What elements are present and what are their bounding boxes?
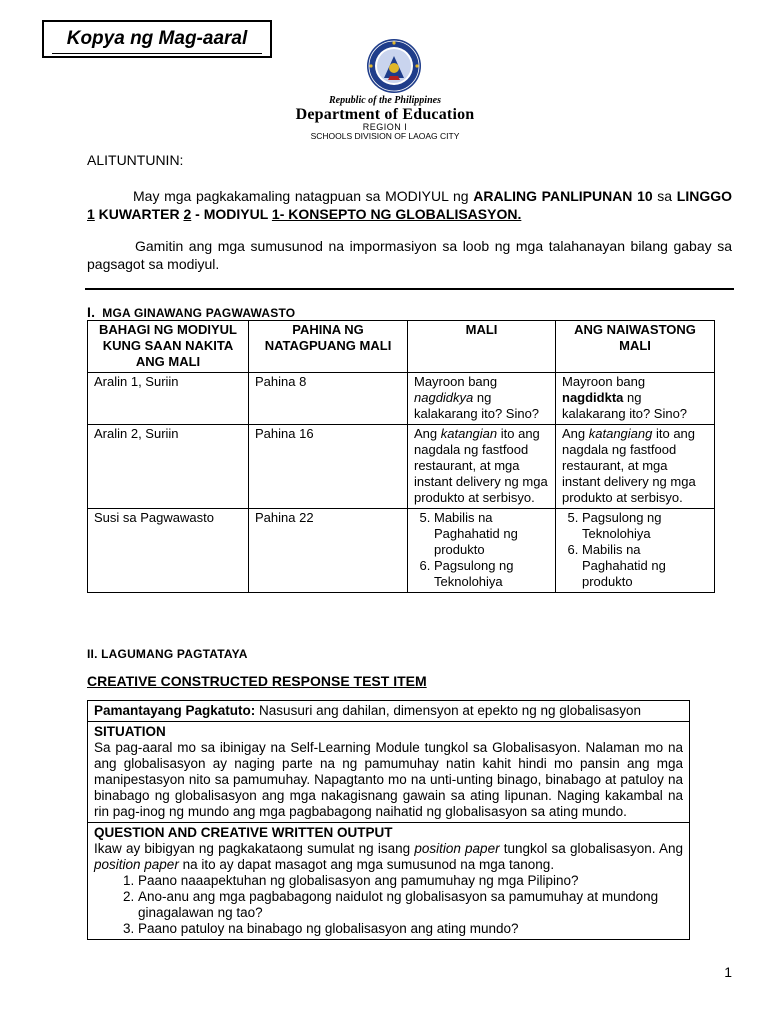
instruction-text: Gamitin ang mga sumusunod na impormasiyon sa loob ng mga talahanayan bilang gabay sa pagsagot sa modiyul. — [87, 238, 732, 272]
list-item: 6. Pagsulong ng Teknolohiya — [434, 558, 549, 590]
page-number: 1 — [724, 964, 732, 980]
section-1-roman: I. — [87, 304, 96, 320]
list-item: 1. Paano naaapektuhan ng globalisasyon ang pamumuhay ng mga Pilipino? — [138, 873, 683, 889]
response-box — [87, 700, 690, 940]
department-title: Department of Education — [295, 106, 475, 123]
question-title: QUESTION AND CREATIVE WRITTEN OUTPUT — [94, 825, 393, 840]
mali-list — [414, 510, 549, 590]
wasto-list — [562, 510, 708, 590]
horizontal-rule — [85, 288, 734, 290]
cell-pahina: Pahina 16 — [249, 425, 408, 509]
error-word: katangian — [440, 426, 498, 441]
republic-line: Republic of the Philippines — [329, 95, 441, 106]
ccr-title: CREATIVE CONSTRUCTED RESPONSE TEST ITEM — [87, 673, 427, 689]
situation-title: SITUATION — [94, 724, 166, 739]
region-line: REGION I — [362, 122, 408, 132]
stamp-underline — [52, 53, 262, 54]
student-copy-stamp — [42, 20, 272, 58]
question-intro: Ikaw ay bibigyan ng pagkakataong sumulat ng isang position paper tungkol sa globalisasyon. Ang position paper na ito ay dapat masagot ang mga sumusunod na mga tanong. — [94, 841, 684, 872]
list-item: 3. Paano patuloy na binabago ng globalisasyon ang ating mundo? — [138, 921, 683, 937]
cell-mali: Ang katangian ito ang nagdala ng fastfood restaurant, at mga instant delivery ng mga produkto at serbisyo. — [408, 425, 556, 509]
corrected-word: nagdidkta — [562, 390, 624, 405]
error-word: nagdidkya — [414, 390, 474, 405]
pamantayan-text: Nasusuri ang dahilan, dimensyon at epekto ng ng globalisasyon — [255, 703, 642, 718]
pamantayan-row — [88, 701, 689, 721]
section-1-heading — [87, 304, 295, 320]
cell-pahina: Pahina 8 — [249, 373, 408, 425]
deped-seal-icon — [366, 38, 422, 94]
cell-mali: Mayroon bang nagdidkya ng kalakarang ito? Sino? — [408, 373, 556, 425]
header-bahagi: BAHAGI NG MODIYUL KUNG SAAN NAKITA ANG MALI — [88, 321, 249, 373]
cell-mali — [408, 509, 556, 593]
list-item: 5. Mabilis na Paghahatid ng produkto — [434, 510, 549, 558]
cell-wasto: Mayroon bang nagdidkta ng kalakarang ito? Sino? — [556, 373, 715, 425]
stamp-text: Kopya ng Mag-aaral — [66, 28, 248, 49]
subject-name: ARALING PANLIPUNAN 10 — [473, 188, 653, 204]
list-item: 2. Ano-anu ang mga pagbabagong naidulot ng globalisasyon sa pamumuhay at mundong ginagalawan ng tao? — [138, 889, 683, 921]
quarter-label: KUWARTER — [94, 206, 184, 222]
question-list — [94, 873, 683, 937]
intro-paragraph — [87, 187, 732, 223]
cell-bahagi: Susi sa Pagwawasto — [88, 509, 249, 593]
list-item: 5. Pagsulong ng Teknolohiya — [582, 510, 708, 542]
module-title: 1- KONSEPTO NG GLOBALISASYON. — [271, 206, 522, 222]
errata-table — [87, 320, 715, 593]
cell-wasto — [556, 509, 715, 593]
alituntunin-heading: ALITUNTUNIN: — [87, 152, 184, 168]
section-2-heading: II. LAGUMANG PAGTATAYA — [87, 647, 248, 661]
table-row — [88, 373, 715, 425]
intro-text-2: sa — [652, 188, 677, 204]
table-row — [88, 509, 715, 593]
header-pahina: PAHINA NG NATAGPUANG MALI — [249, 321, 408, 373]
situation-text: Sa pag-aaral mo sa ibinigay na Self-Learning Module tungkol sa Globalisasyon. Nalaman mo na ang globalisasyon ay naging parte na ng pamumuhay natin kahit hindi mo pansin ang mga manipestasyon nito sa pamumuhay. Napagtanto mo na unti-unting binago, binabago at patuloy na binabago ng globalisasyon ang mga nakagisnang gawain sa ating lipunan. Naging kakambal na rin pag-inog ng mundo ang mga pagbabagong naihatid ng globalisasyon sa ating mundo. — [94, 740, 683, 819]
module-label: - MODIYUL — [191, 206, 272, 222]
header-naiwastong-mali: ANG NAIWASTONG MALI — [556, 321, 715, 373]
corrected-word: katangiang — [588, 426, 653, 441]
quarter-number: 2 — [183, 206, 192, 222]
table-header-row — [88, 321, 715, 373]
situation-row — [88, 721, 689, 822]
question-row — [88, 822, 689, 939]
cell-bahagi: Aralin 1, Suriin — [88, 373, 249, 425]
list-item: 6. Mabilis na Paghahatid ng produkto — [582, 542, 708, 590]
header-mali: MALI — [408, 321, 556, 373]
cell-bahagi: Aralin 2, Suriin — [88, 425, 249, 509]
intro-text-1: May mga pagkakamaling natagpuan sa MODIYUL ng — [133, 188, 474, 204]
instruction-paragraph — [87, 237, 732, 273]
cell-wasto: Ang katangiang ito ang nagdala ng fastfood restaurant, at mga instant delivery ng mga produkto at serbisyo. — [556, 425, 715, 509]
cell-pahina: Pahina 22 — [249, 509, 408, 593]
week-label: LINGGO — [676, 188, 732, 204]
week-number: 1 — [87, 206, 95, 222]
division-line: SCHOOLS DIVISION OF LAOAG CITY — [310, 131, 460, 141]
section-1-title: MGA GINAWANG PAGWAWASTO — [102, 306, 296, 320]
table-row — [88, 425, 715, 509]
pamantayan-label: Pamantayang Pagkatuto: — [94, 703, 256, 718]
